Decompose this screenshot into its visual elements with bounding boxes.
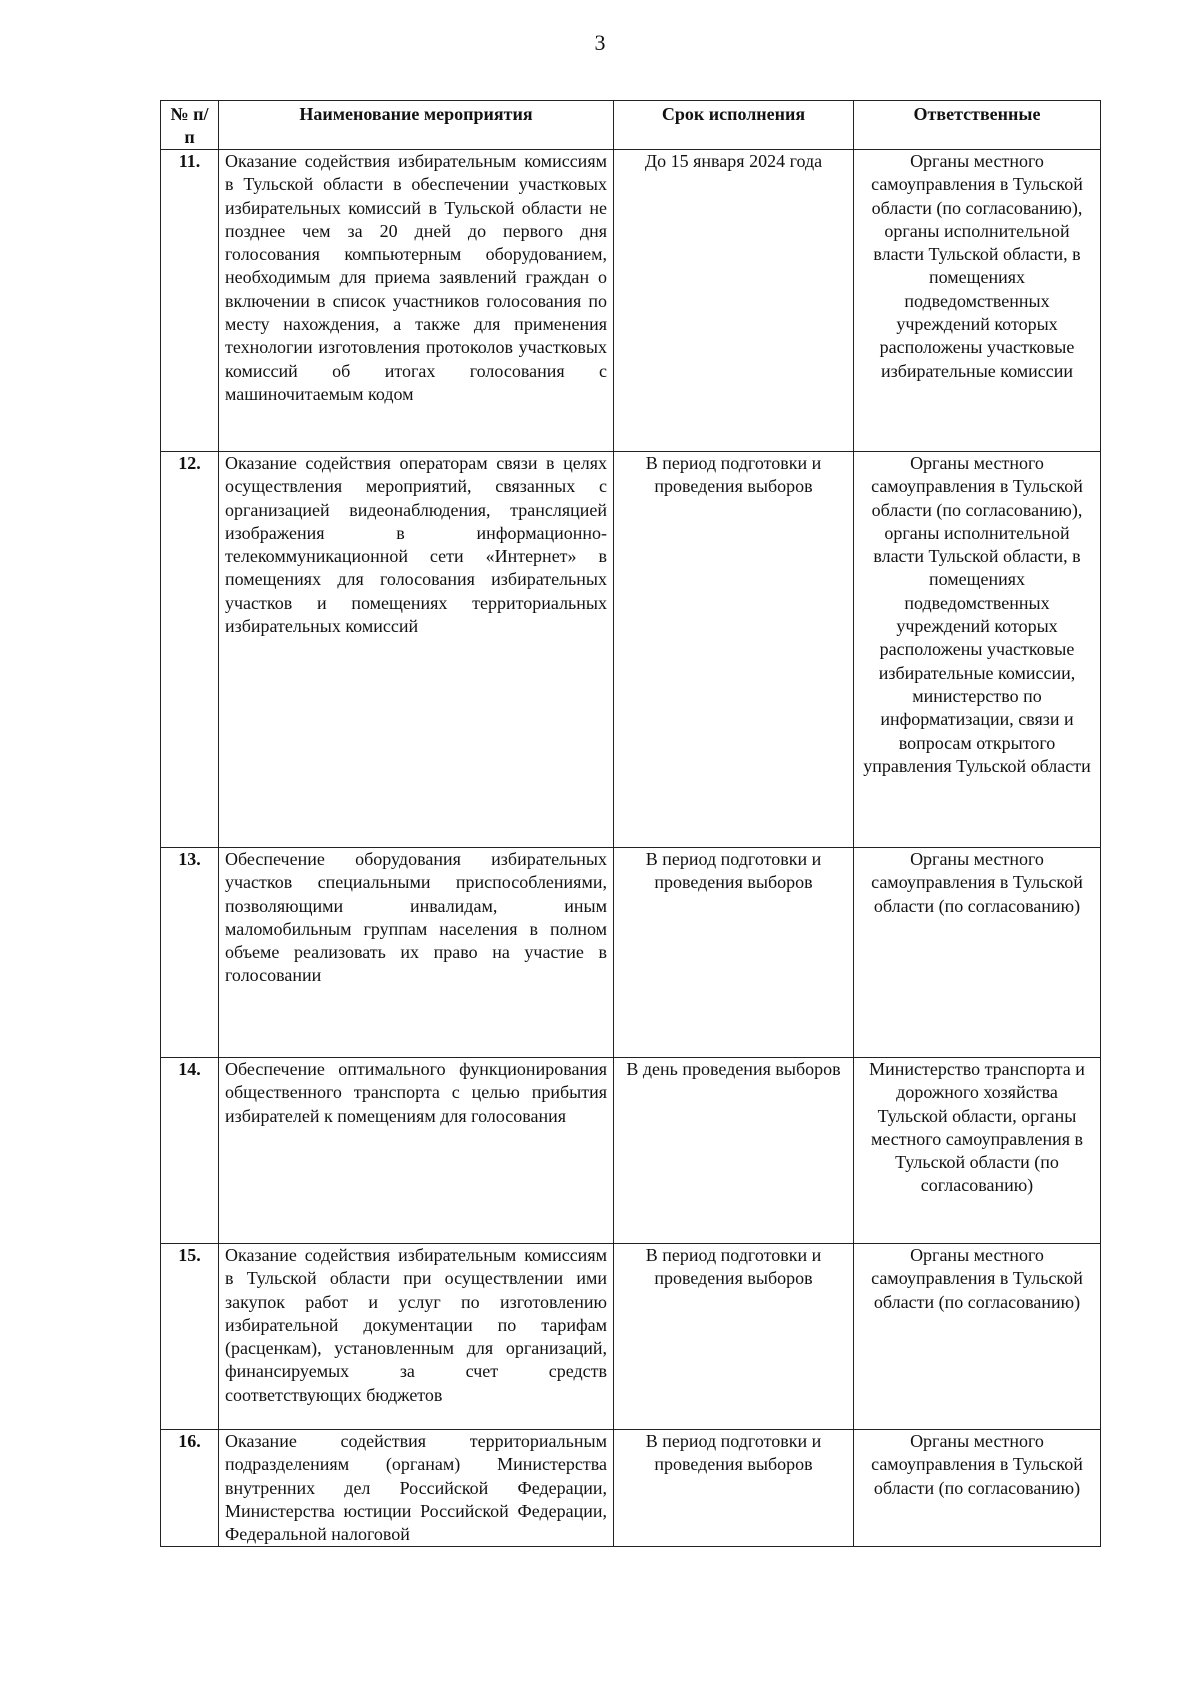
event-deadline: В день проведения выборов <box>614 1058 854 1244</box>
row-number: 16. <box>161 1430 219 1547</box>
row-number: 14. <box>161 1058 219 1244</box>
event-responsible: Органы местного самоуправления в Тульской области (по согласованию), органы исполнительной власти Тульской области, в помещениях подведомственных учреждений которых расположены участковые избирательные комиссии, министерство по информатизации, связи и вопросам открытого управления Тульской области <box>854 452 1101 848</box>
row-number: 13. <box>161 848 219 1058</box>
event-responsible: Органы местного самоуправления в Тульской области (по согласованию), органы исполнительной власти Тульской области, в помещениях подведомственных учреждений которых расположены участковые избирательные комиссии <box>854 150 1101 452</box>
event-name: Оказание содействия территориальным подразделениям (органам) Министерства внутренних дел Российской Федерации, Министерства юстиции Российской Федерации, Федеральной налоговой <box>219 1430 614 1547</box>
header-responsible: Ответственные <box>854 101 1101 150</box>
row-number: 11. <box>161 150 219 452</box>
event-responsible: Министерство транспорта и дорожного хозяйства Тульской области, органы местного самоуправления в Тульской области (по согласованию) <box>854 1058 1101 1244</box>
event-name: Оказание содействия операторам связи в целях осуществления мероприятий, связанных с организацией видеонаблюдения, трансляцией изображения в информационно-телекоммуникационной сети «Интернет» в помещениях для голосования избирательных участков и помещениях территориальных избирательных комиссий <box>219 452 614 848</box>
event-deadline: До 15 января 2024 года <box>614 150 854 452</box>
event-responsible: Органы местного самоуправления в Тульской области (по согласованию) <box>854 848 1101 1058</box>
event-name: Оказание содействия избирательным комиссиям в Тульской области при осуществлении ими закупок работ и услуг по изготовлению избирательной документации по тарифам (расценкам), установленным для организаций, финансируемых за счет средств соответствующих бюджетов <box>219 1244 614 1430</box>
event-deadline: В период подготовки и проведения выборов <box>614 848 854 1058</box>
events-table <box>160 100 1101 1547</box>
event-deadline: В период подготовки и проведения выборов <box>614 1430 854 1547</box>
header-deadline: Срок исполнения <box>614 101 854 150</box>
event-name: Обеспечение оптимального функционирования общественного транспорта с целью прибытия избирателей к помещениям для голосования <box>219 1058 614 1244</box>
event-name: Обеспечение оборудования избирательных участков специальными приспособлениями, позволяющими инвалидам, иным маломобильным группам населения в полном объеме реализовать их право на участие в голосовании <box>219 848 614 1058</box>
header-number: № п/п <box>161 101 219 150</box>
table-row <box>161 150 1101 452</box>
row-number: 12. <box>161 452 219 848</box>
table-row <box>161 1058 1101 1244</box>
event-responsible: Органы местного самоуправления в Тульской области (по согласованию) <box>854 1244 1101 1430</box>
event-responsible: Органы местного самоуправления в Тульской области (по согласованию) <box>854 1430 1101 1547</box>
row-number: 15. <box>161 1244 219 1430</box>
table-row <box>161 1430 1101 1547</box>
table-row <box>161 848 1101 1058</box>
table-row <box>161 1244 1101 1430</box>
table-row <box>161 452 1101 848</box>
event-name: Оказание содействия избирательным комиссиям в Тульской области в обеспечении участковых избирательных комиссий в Тульской области не позднее чем за 20 дней до первого дня голосования компьютерным оборудованием, необходимым для приема заявлений граждан о включении в список участников голосования по месту нахождения, а также для применения технологии изготовления протоколов участковых комиссий об итогах голосования с машиночитаемым кодом <box>219 150 614 452</box>
table-header-row <box>161 101 1101 150</box>
event-deadline: В период подготовки и проведения выборов <box>614 1244 854 1430</box>
page-number: 3 <box>594 30 606 55</box>
event-deadline: В период подготовки и проведения выборов <box>614 452 854 848</box>
header-event-name: Наименование мероприятия <box>219 101 614 150</box>
